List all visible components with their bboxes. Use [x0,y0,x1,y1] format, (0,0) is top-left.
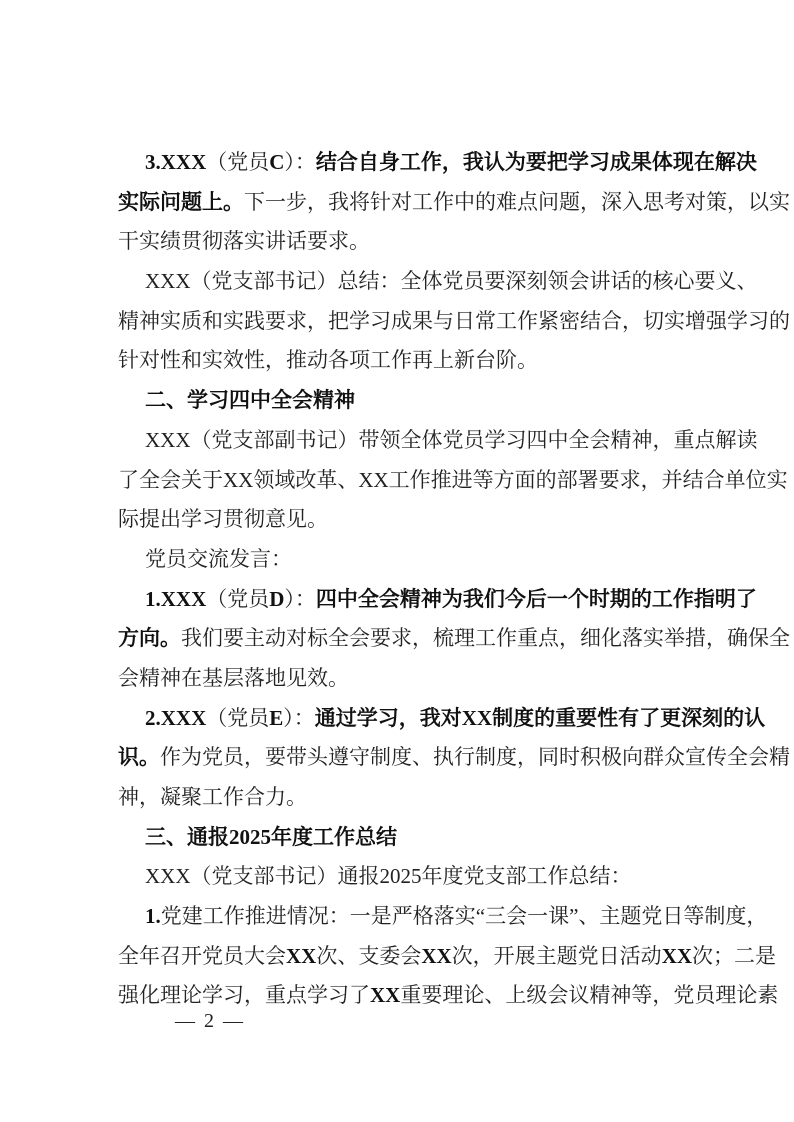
bold-text: 2.XXX [145,705,207,730]
text-run: 重要理论、上级会议精神等，党员理论素 [400,983,779,1008]
bold-text: 通过学习，我对XX制度的重要性有了更深刻的认 [314,705,766,730]
text-run: 会精神在基层落地见效。 [118,665,349,690]
bold-text: E [269,705,284,730]
text-run: XXX（党支部书记）通报2025年度党支部工作总结： [145,864,632,889]
text-run: ）： [283,705,315,730]
text-run: 我们要主动对标全会要求，梳理工作重点，细化落实举措，确保全 [181,626,790,651]
text-run: 下一步，我将针对工作中的难点问题，深入思考对策，以实 [244,189,790,214]
text-run: 了全会关于XX领域改革、XX工作推进等方面的部署要求，并结合单位实 [118,467,788,492]
bold-text: 方向。 [118,626,181,651]
text-run: ）： [284,586,316,611]
bold-text: D [269,586,285,611]
text-run: 次，开展主题党日活动 [451,943,662,968]
bold-text: XX [421,943,452,968]
bold-text: XX [661,943,693,968]
bold-text: XX [370,983,401,1008]
text-line [118,857,692,897]
text-line [118,222,692,262]
text-line [118,778,692,818]
text-line [118,937,777,977]
text-run: 精神实质和实践要求，把学习成果与日常工作紧密结合，切实增强学习的 [118,308,790,333]
bold-text: 四中全会精神为我们今后一个时期的工作指明了 [315,586,757,611]
section-heading [118,818,692,858]
text-line [118,500,692,540]
text-line [118,143,757,183]
text-run: 针对性和实效性，推动各项工作再上新台阶。 [118,348,538,373]
text-line [118,540,692,580]
bold-text: 二、学习四中全会精神 [145,388,355,413]
text-run: 党员交流发言： [145,546,292,571]
page-number: — 2 — [175,1010,245,1032]
text-line [118,738,790,778]
text-run: XXX（党支部书记）总结：全体党员要深刻领会讲话的核心要义、 [145,269,758,294]
bold-text: 结合自身工作，我认为要把学习成果体现在解决 [315,150,757,174]
text-line [118,421,758,461]
text-run: XXX（党支部副书记）带领全体党员学习四中全会精神，重点解读 [145,427,758,452]
bold-text: 识。 [118,745,160,770]
bold-text: 三、通报2025年度工作总结 [145,824,397,849]
text-line [118,580,757,620]
text-run: 次、支委会 [316,943,422,968]
section-heading [118,381,692,421]
document-body [118,143,790,1016]
bold-text: 3.XXX [145,150,207,174]
text-run: 强化理论学习，重点学习了 [118,983,370,1008]
text-run: （党员 [206,150,270,174]
text-line [118,183,790,223]
text-line [118,619,790,659]
text-run: 际提出学习贯彻意见。 [118,507,328,532]
text-run: （党员 [206,586,270,611]
text-line [118,302,790,342]
text-line [118,461,788,501]
bold-text: 1. [145,904,161,929]
text-line [118,659,692,699]
text-run: ）： [284,150,316,174]
text-run: 全年召开党员大会 [118,943,286,968]
bold-text: 实际问题上。 [118,189,244,214]
bold-text: XX [286,943,317,968]
bold-text: C [269,150,285,174]
text-run: 神，凝聚工作合力。 [118,785,307,809]
bold-text: 1.XXX [145,586,207,611]
text-run: 次；二是 [692,943,777,968]
text-run: （党员 [206,705,270,730]
text-line [118,897,768,937]
text-run: 作为党员，要带头遵守制度、执行制度，同时积极向群众宣传全会精 [160,745,790,770]
text-line [118,699,766,739]
text-run: 干实绩贯彻落实讲话要求。 [118,229,370,254]
text-line [118,341,692,381]
text-run: 党建工作推进情况：一是严格落实“三会一课”、主题党日等制度， [160,904,768,929]
text-line [118,262,758,302]
